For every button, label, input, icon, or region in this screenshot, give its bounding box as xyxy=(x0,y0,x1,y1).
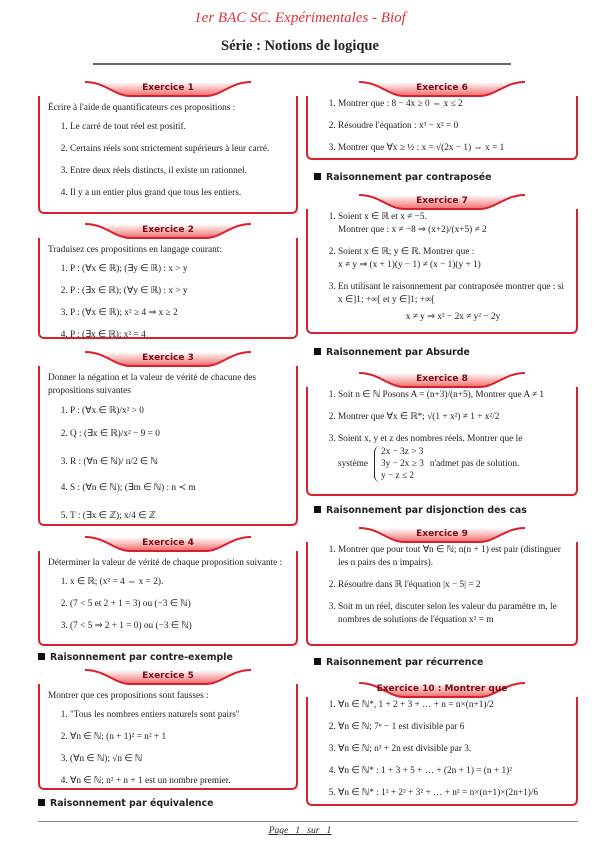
list-item: 4. Il y a un entier plus grand que tous les entiers. xyxy=(70,187,288,200)
list-item: 5. T : (∃x ∈ ℤ); x/4 ∈ ℤ xyxy=(70,509,288,523)
list-item: 2. Q : (∃x ∈ ℝ)/x² − 9 = 0 xyxy=(70,427,288,441)
exercise-8-box xyxy=(306,387,578,496)
title-divider xyxy=(93,63,511,65)
list-item: 5. ∀n ∈ ℕ* : 1² + 2² + 3² + … + n² = n×(n+1)×(2n+1)/6 xyxy=(338,787,568,800)
list-item: 1. ∀n ∈ ℕ*, 1 + 2 + 3 + … + n = n×(n+1)/2 xyxy=(338,699,568,712)
list-item: 4. P : (∃x ∈ ℝ); x² = 4 xyxy=(70,329,288,342)
list-item: 1. P : (∀x ∈ ℝ); (∃y ∈ ℝ) : x > y xyxy=(70,263,288,276)
exercise-4-box xyxy=(38,551,298,646)
list-item: 3. En utilisant le raisonnement par contraposée montrer que : si x ∈]1; +∞[ et y ∈]1; +∞[ x ≠ y ⇒ x² − 2x ≠ y² − 2y xyxy=(338,281,568,324)
list-item: 1. P : (∀x ∈ ℝ)/x² > 0 xyxy=(70,404,288,418)
exercise-4-header: Exercice 4 xyxy=(83,535,253,553)
list-item: 1. Soit n ∈ ℕ Posons A = (n+3)/(n+5), Montrer que A ≠ 1 xyxy=(338,389,568,402)
exercise-9-box xyxy=(306,542,578,646)
section-heading: Raisonnement par Absurde xyxy=(314,347,470,358)
page-title: Série : Notions de logique xyxy=(221,38,379,54)
exercise-10-box xyxy=(306,697,578,806)
list-item: 3. R : (∀n ∈ ℕ)/ n/2 ∈ ℕ xyxy=(70,455,288,469)
exercise-7-header: Exercice 7 xyxy=(357,193,527,211)
section-heading: Raisonnement par équivalence xyxy=(38,798,214,809)
list-item: 2. Résoudre l'équation : x³ − x² = 0 xyxy=(338,120,568,133)
list-item: 3. (∀n ∈ ℕ); √n ∈ ℕ xyxy=(70,753,288,766)
list-item: 1. Le carré de tout réel est positif. xyxy=(70,121,288,134)
exercise-intro: Traduisez ces propositions en langage courant: xyxy=(48,245,222,255)
list-item: 2. ∀n ∈ ℕ; 7ⁿ − 1 est divisible par 6 xyxy=(338,721,568,734)
section-heading: Raisonnement par contraposée xyxy=(314,172,492,183)
exercise-intro: Déterminer la valeur de vérité de chaque proposition suivante : xyxy=(48,558,283,568)
level-title: 1er BAC SC. Expérimentales - Biof xyxy=(194,10,406,26)
list-item: 2. Montrer que ∀x ∈ ℝ*; √(1 + x²) ≠ 1 + x²/2 xyxy=(338,411,568,424)
exercise-5-box xyxy=(38,684,298,790)
exercise-2-box xyxy=(38,238,298,339)
exercise-title: Exercice 1 xyxy=(142,83,194,93)
exercise-intro: Écrire à l'aide de quantificateurs ces propositions : xyxy=(48,103,236,113)
exercise-3-box xyxy=(38,366,298,526)
list-item: 3. Soit m un réel, discuter selon les valeur du paramètre m, le nombres de solutions de l'équation x² = m xyxy=(338,601,568,627)
list-item: 3. ∀n ∈ ℕ; n³ + 2n est divisible par 3. xyxy=(338,743,568,756)
exercise-intro: Donner la négation et la valeur de vérité de chacune des propositions suivantes xyxy=(48,373,257,396)
list-item: 1. "Tous les nombres entiers naturels sont pairs" xyxy=(70,709,288,722)
list-item: 4. S : (∀n ∈ ℕ); (∃m ∈ ℕ) : n ≺ m xyxy=(70,481,288,495)
exercise-10-header: Exercice 10 : Montrer que xyxy=(357,681,527,699)
list-item: 4. ∀n ∈ ℕ; n² + n + 1 est un nombre premier. xyxy=(70,775,288,788)
list-item: 3. Entre deux réels distincts, il existe un rationnel. xyxy=(70,165,288,178)
list-item: 2. Certains réels sont strictement supérieurs à leur carré. xyxy=(70,143,288,156)
exercise-6-box xyxy=(306,96,578,160)
list-item: 3. Montrer que ∀x ≥ ½ : x = √(2x − 1) ⇔ x = 1 xyxy=(338,142,568,155)
list-item: 2. (7 < 5 et 2 + 1 = 3) ou (−3 ∈ ℕ) xyxy=(70,598,288,611)
list-item: 2. Résoudre dans ℝ l'équation |x − 5| = 2 xyxy=(338,579,568,592)
exercise-7-box xyxy=(306,209,578,334)
footer-divider xyxy=(38,821,578,822)
exercise-9-header: Exercice 9 xyxy=(357,526,527,544)
list-item: 1. x ∈ ℝ; (x² = 4 ⇔ x = 2). xyxy=(70,576,288,589)
section-heading: Raisonnement par contre-exemple xyxy=(38,652,233,663)
list-item: 4. ∀n ∈ ℕ* : 1 + 3 + 5 + … + (2n + 1) = (n + 1)² xyxy=(338,765,568,778)
exercise-1-box xyxy=(38,96,298,214)
page-number: Page 1 sur 1 xyxy=(268,826,332,836)
exercise-intro: Montrer que ces propositions sont fausses : xyxy=(48,691,209,701)
list-item: 2. ∀n ∈ ℕ; (n + 1)² = n² + 1 xyxy=(70,731,288,744)
equation-system: 2x − 3z > 3 3y − 2x ≥ 3 y − z ≤ 2 xyxy=(374,446,424,482)
list-item: 1. Montrer que : 8 − 4x ≥ 0 ⇔ x ≤ 2 xyxy=(338,98,568,111)
section-heading: Raisonnement par récurrence xyxy=(314,657,483,668)
list-item: 3. (7 < 5 ⇒ 2 + 1 = 0) ou (−3 ∈ ℕ) xyxy=(70,620,288,633)
exercise-6-header: Exercice 6 xyxy=(357,80,527,98)
list-item: 1. Soient x ∈ ℝ et x ≠ −5. Montrer que : x ≠ −8 ⇒ (x+2)/(x+5) ≠ 2 xyxy=(338,211,568,237)
exercise-8-header: Exercice 8 xyxy=(357,371,527,389)
list-item: 1. Montrer que pour tout ∀n ∈ ℕ; n(n + 1) est pair (distinguer les n pairs des n impairs). xyxy=(338,544,568,570)
exercise-5-header: Exercice 5 xyxy=(83,668,253,686)
section-heading: Raisonnement par disjonction des cas xyxy=(314,505,527,516)
list-item: 2. Soient x ∈ ℝ; y ∈ ℝ. Montrer que : x ≠ y ⇒ (x + 1)(y − 1) ≠ (x − 1)(y + 1) xyxy=(338,246,568,272)
list-item: 2. P : (∃x ∈ ℝ); (∀y ∈ ℝ) : x > y xyxy=(70,285,288,298)
exercise-2-header: Exercice 2 xyxy=(83,222,253,240)
list-item: 3. P : (∀x ∈ ℝ); x² ≥ 4 ⇒ x ≥ 2 xyxy=(70,307,288,320)
list-item: 3. Soient x, y et z des nombres réels. Montrer que le système 2x − 3z > 3 3y − 2x ≥ 3 y − z ≤ 2 n'admet pas de solution. xyxy=(338,433,568,482)
exercise-3-header: Exercice 3 xyxy=(83,350,253,368)
